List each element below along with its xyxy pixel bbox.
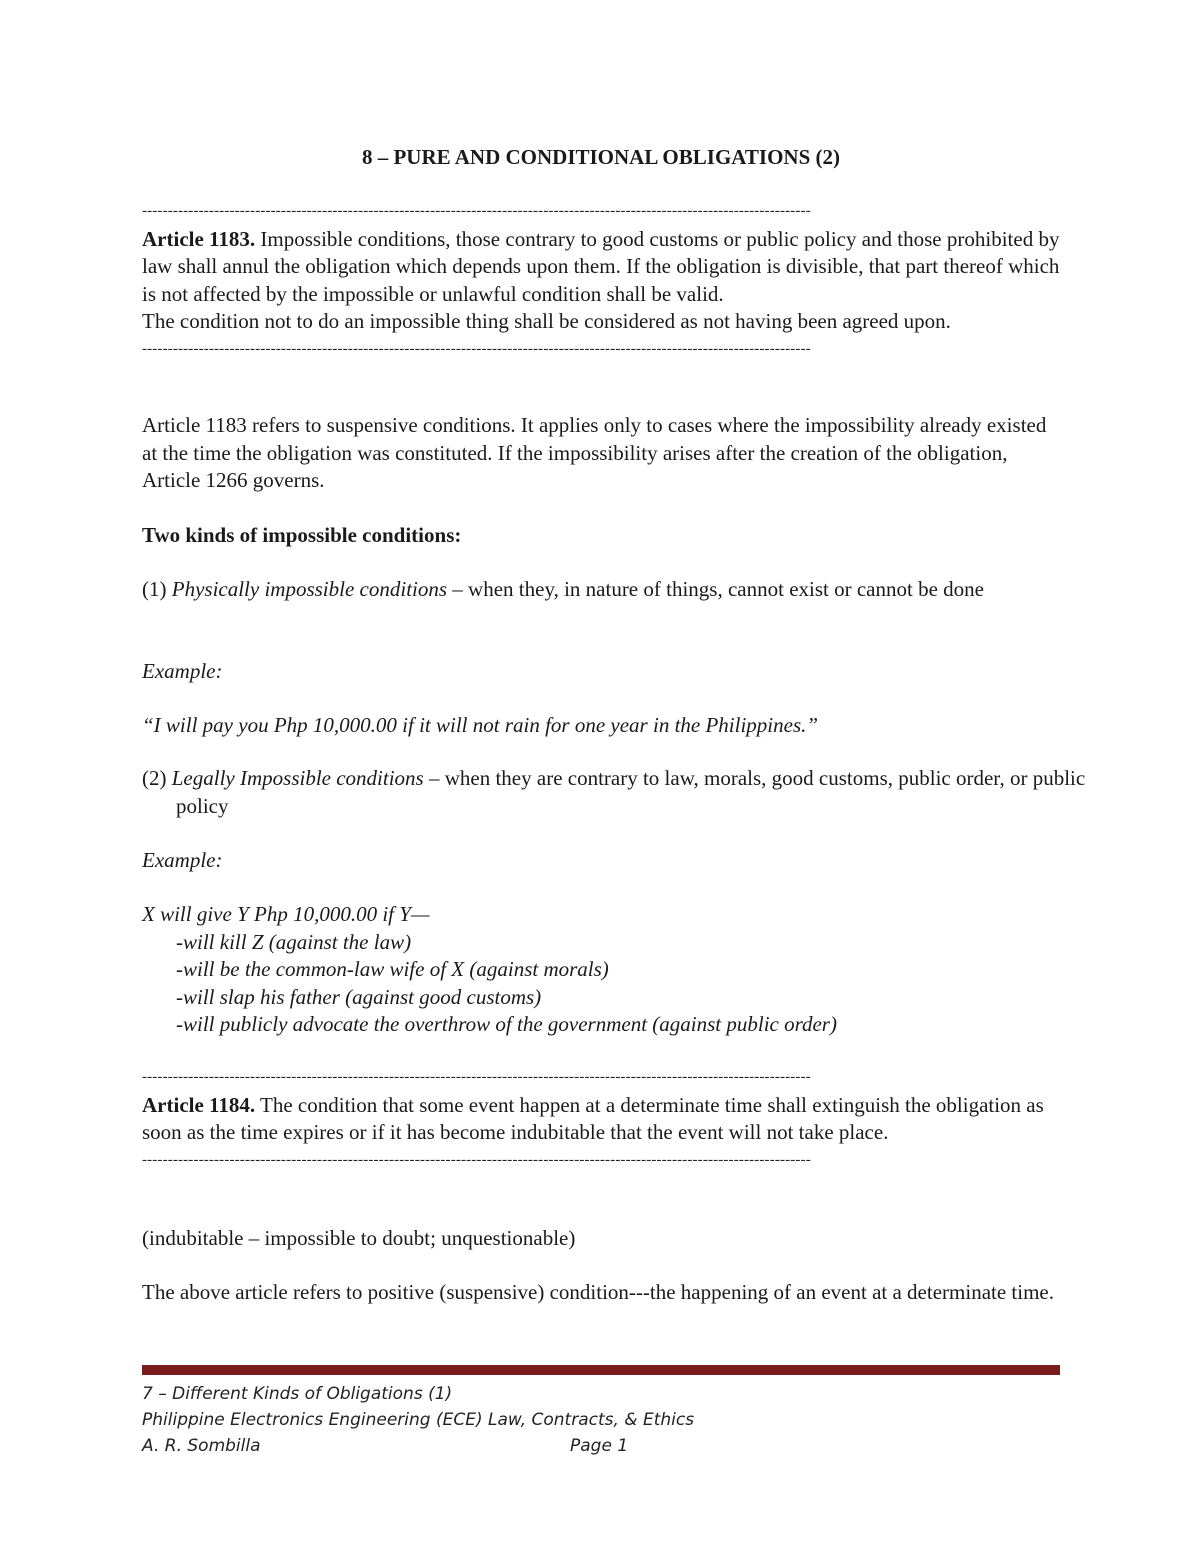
example-2-item: -will be the common-law wife of X (against morals) — [176, 957, 609, 981]
footer-bar — [142, 1365, 1060, 1375]
example-label-1: Example: — [142, 659, 223, 683]
paragraph-positive-condition: The above article refers to positive (suspensive) condition---the happening of an event at a determinate time. — [142, 1280, 1054, 1304]
divider-bottom: ---------------------------------------------------------------------------------------------------------------------------------- — [142, 340, 811, 357]
kind-legally-impossible: (2) Legally Impossible conditions – when they are contrary to law, morals, good customs, public order, or public policy — [142, 766, 1086, 818]
indubitable-note: (indubitable – impossible to doubt; unquestionable) — [142, 1226, 576, 1250]
article-1184-text: Article 1184. The condition that some event happen at a determinate time shall extinguish the obligation as soon as the time expires or if it has become indubitable that the event will not take place. — [142, 1092, 1044, 1144]
example-1: “I will pay you Php 10,000.00 if it will not rain for one year in the Philippines.” — [142, 713, 819, 737]
article-1183-text: Article 1183. Impossible conditions, those contrary to good customs or public policy and those prohibited by law shall annul the obligation which depends upon them. If the obligation is divisible, that part thereof which is not affected by the impossible or unlawful condition shall be valid. — [142, 226, 1060, 306]
page-footer — [142, 1381, 1060, 1459]
example-label-2: Example: — [142, 848, 223, 872]
footer-line-2: Philippine Electronics Engineering (ECE) Law, Contracts, & Ethics — [142, 1410, 695, 1430]
footer-author: A. R. Sombilla — [142, 1436, 261, 1456]
page-number: Page 1 — [570, 1436, 629, 1456]
kind-physically-impossible: (1) Physically impossible conditions – when they, in nature of things, cannot exist or cannot be done — [142, 577, 984, 601]
article-1183-label: Article 1183. — [142, 226, 256, 251]
footer-line-1: 7 – Different Kinds of Obligations (1) — [142, 1384, 453, 1404]
example-2-intro: X will give Y Php 10,000.00 if Y— — [142, 902, 430, 926]
two-kinds-heading: Two kinds of impossible conditions: — [142, 523, 462, 547]
page-title: 8 – PURE AND CONDITIONAL OBLIGATIONS (2) — [361, 145, 840, 169]
example-2-item: -will kill Z (against the law) — [176, 929, 412, 954]
divider-top: ---------------------------------------------------------------------------------------------------------------------------------- — [142, 1069, 811, 1085]
divider-bottom: ---------------------------------------------------------------------------------------------------------------------------------- — [142, 1151, 811, 1168]
article-1184-label: Article 1184. — [142, 1092, 256, 1117]
article-1183-box — [142, 198, 1060, 363]
example-2-item: -will slap his father (against good customs) — [176, 984, 542, 1009]
example-2-item: -will publicly advocate the overthrow of the government (against public order) — [176, 1012, 837, 1036]
article-1183-text2: The condition not to do an impossible thing shall be considered as not having been agreed upon. — [142, 309, 951, 333]
example-2 — [142, 901, 1060, 1039]
paragraph-suspensive: Article 1183 refers to suspensive conditions. It applies only to cases where the impossibility already existed at the time the obligation was constituted. If the impossibility arises after the creation of the obligation, Article 1266 governs. — [142, 413, 1047, 492]
divider-top: ---------------------------------------------------------------------------------------------------------------------------------- — [142, 203, 811, 219]
article-1184-box — [142, 1064, 1060, 1174]
